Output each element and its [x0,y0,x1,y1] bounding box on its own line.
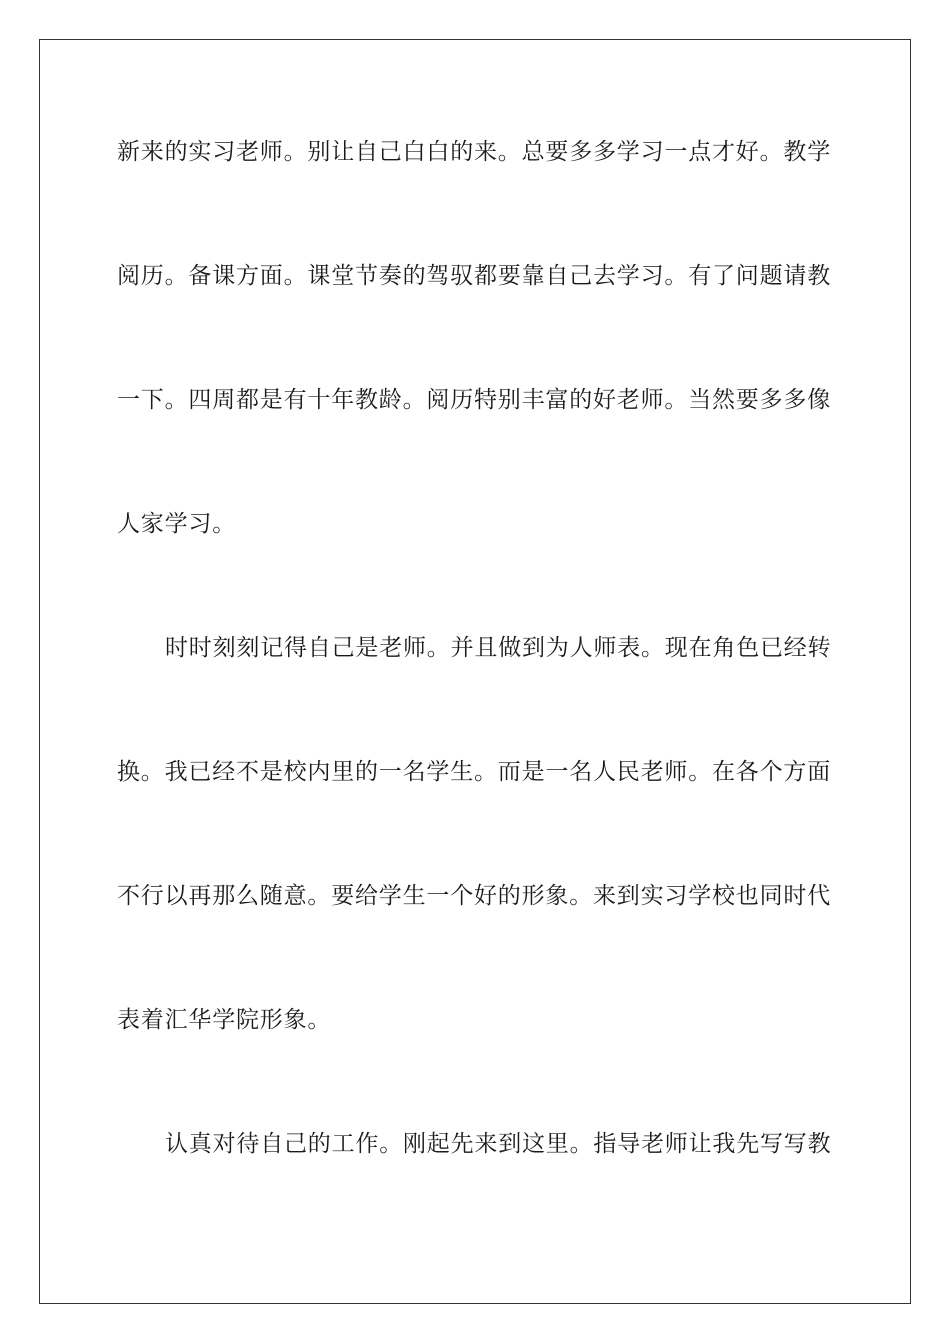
text-line-8: 表着汇华学院形象。 [117,1007,332,1033]
text-line-3: 一下。四周都是有十年教龄。阅历特别丰富的好老师。当然要多多像 [117,387,831,413]
document-body [117,125,833,1241]
text-line-1: 新来的实习老师。别让自己白白的来。总要多多学习一点才好。教学 [117,139,831,165]
text-line-7: 不行以再那么随意。要给学生一个好的形象。来到实习学校也同时代 [117,883,831,909]
text-line-6: 换。我已经不是校内里的一名学生。而是一名人民老师。在各个方面 [117,759,831,785]
text-line-4: 人家学习。 [117,511,236,537]
text-line-5: 时时刻刻记得自己是老师。并且做到为人师表。现在角色已经转 [165,635,832,661]
text-line-9: 认真对待自己的工作。刚起先来到这里。指导老师让我先写写教 [165,1131,832,1157]
text-line-2: 阅历。备课方面。课堂节奏的驾驭都要靠自己去学习。有了问题请教 [117,263,831,289]
